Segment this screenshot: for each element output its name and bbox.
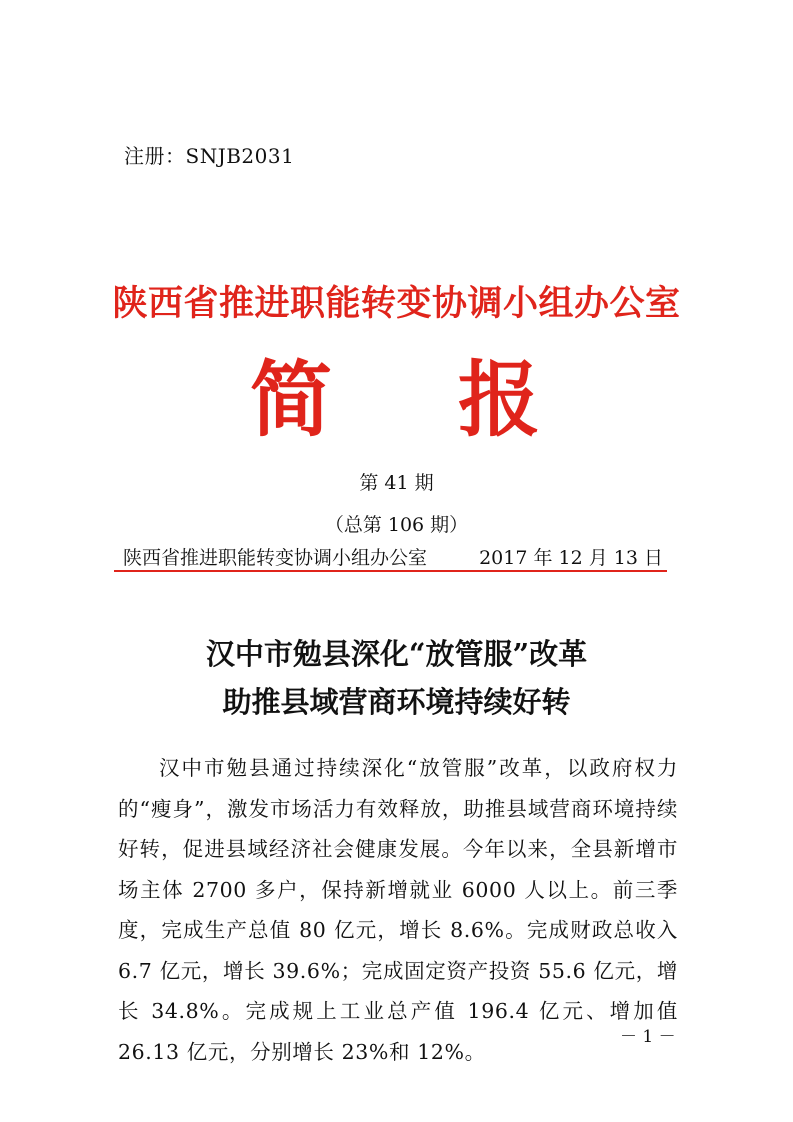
issue-date: 2017 年 12 月 13 日 bbox=[479, 547, 663, 569]
bulletin-title-char-2: 报 bbox=[457, 353, 540, 448]
issuer-name: 陕西省推进职能转变协调小组办公室 bbox=[123, 547, 428, 569]
page-number: － 1 － bbox=[620, 1027, 676, 1047]
bulletin-title bbox=[250, 353, 540, 448]
bulletin-title-char-1: 简 bbox=[250, 353, 333, 448]
article-body-paragraph: 汉中市勉县通过持续深化“放管服”改革，以政府权力的“瘦身”，激发市场活力有效释放，助推县域营商环境持续好转，促进县域经济社会健康发展。今年以来，全县新增市场主体 2700 多户，保持新增就业 6000 人以上。前三季度，完成生产总值 80 亿元，增长 8.6%。完成财政总收入 6.7 亿元，增长 39.6%；完成固定资产投资 55.6 亿元，增长 34.8%。完成规上工业总产值 196.4 亿元、增加值 26.13 亿元，分别增长 23%和 12%。 bbox=[118, 756, 678, 1064]
issue-total-number: （总第 106 期） bbox=[324, 514, 469, 536]
issue-number: 第 41 期 bbox=[359, 472, 434, 494]
article-title-line-2: 助推县域营商环境持续好转 bbox=[222, 685, 571, 719]
issuer-date-line bbox=[123, 543, 663, 570]
issuing-organization-header: 陕西省推进职能转变协调小组办公室 bbox=[112, 284, 681, 324]
registration-number: 注册：SNJB2031 bbox=[124, 144, 295, 168]
article-title-line-1: 汉中市勉县深化“放管服”改革 bbox=[205, 637, 588, 671]
red-divider-rule bbox=[114, 570, 667, 572]
